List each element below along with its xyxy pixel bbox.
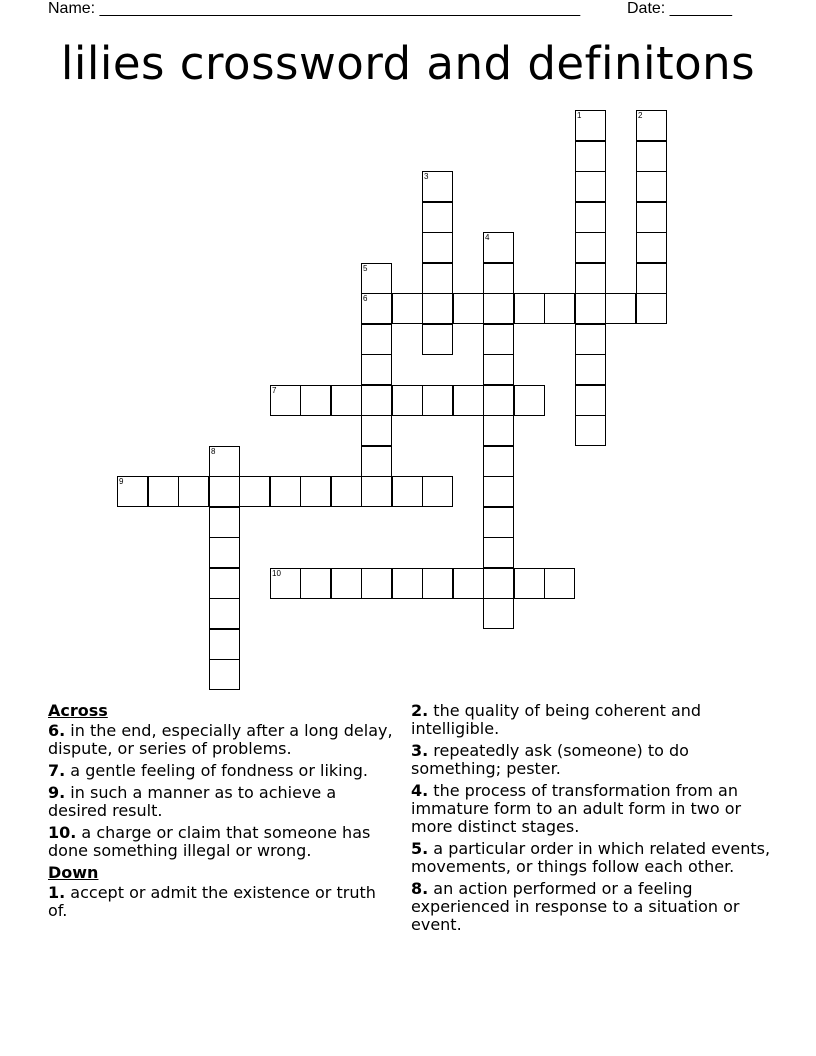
crossword-cell[interactable]	[575, 141, 606, 172]
crossword-cell[interactable]	[575, 385, 606, 416]
cell-number: 7	[272, 386, 277, 395]
crossword-cell[interactable]	[209, 598, 240, 629]
crossword-cell[interactable]	[575, 232, 606, 263]
cell-number: 9	[119, 477, 124, 486]
clue-number: 1.	[48, 883, 66, 902]
crossword-cell[interactable]	[483, 354, 514, 385]
crossword-cell[interactable]	[422, 476, 453, 507]
crossword-cell[interactable]	[453, 385, 484, 416]
crossword-cell[interactable]	[361, 568, 392, 599]
clue-number: 4.	[411, 781, 429, 800]
crossword-cell[interactable]	[422, 293, 453, 324]
crossword-cell[interactable]	[636, 202, 667, 233]
clue-item	[411, 840, 771, 876]
across-clue-list	[48, 722, 393, 860]
crossword-cell[interactable]	[483, 446, 514, 477]
crossword-cell[interactable]	[422, 324, 453, 355]
crossword-cell[interactable]	[636, 171, 667, 202]
crossword-cell[interactable]	[392, 568, 423, 599]
crossword-cell[interactable]	[392, 293, 423, 324]
crossword-cell[interactable]	[270, 385, 301, 416]
crossword-cell[interactable]	[483, 293, 514, 324]
clue-text: an action performed or a feeling experienced in response to a situation or event.	[411, 879, 740, 934]
crossword-cell[interactable]	[514, 293, 545, 324]
crossword-cell[interactable]	[575, 110, 606, 141]
crossword-cell[interactable]	[422, 202, 453, 233]
crossword-cell[interactable]	[361, 324, 392, 355]
crossword-cell[interactable]	[331, 476, 362, 507]
clue-text: a charge or claim that someone has done something illegal or wrong.	[48, 823, 371, 860]
crossword-cell[interactable]	[422, 385, 453, 416]
clues-right-column	[411, 702, 771, 938]
crossword-cell[interactable]	[270, 568, 301, 599]
crossword-cell[interactable]	[514, 385, 545, 416]
clue-item	[411, 880, 771, 934]
clue-number: 8.	[411, 879, 429, 898]
crossword-cell[interactable]	[422, 171, 453, 202]
crossword-cell[interactable]	[361, 263, 392, 294]
crossword-cell[interactable]	[148, 476, 179, 507]
crossword-cell[interactable]	[453, 568, 484, 599]
crossword-cell[interactable]	[209, 537, 240, 568]
crossword-cell[interactable]	[514, 568, 545, 599]
crossword-cell[interactable]	[300, 385, 331, 416]
clue-text: accept or admit the existence or truth of.	[48, 883, 376, 920]
crossword-cell[interactable]	[209, 629, 240, 660]
crossword-cell[interactable]	[575, 324, 606, 355]
crossword-cell[interactable]	[544, 293, 575, 324]
crossword-cell[interactable]	[392, 476, 423, 507]
crossword-cell[interactable]	[483, 507, 514, 538]
clue-number: 5.	[411, 839, 429, 858]
clue-item	[48, 884, 393, 920]
down-clue-list-right	[411, 702, 771, 934]
crossword-cell[interactable]	[270, 476, 301, 507]
cell-number: 6	[363, 294, 368, 303]
crossword-cell[interactable]	[209, 568, 240, 599]
crossword-cell[interactable]	[300, 568, 331, 599]
cell-number: 1	[577, 111, 582, 120]
crossword-cell[interactable]	[483, 415, 514, 446]
crossword-cell[interactable]	[117, 476, 148, 507]
crossword-cell[interactable]	[575, 354, 606, 385]
crossword-cell[interactable]	[422, 568, 453, 599]
cell-number: 10	[272, 569, 281, 578]
clue-item	[48, 722, 393, 758]
name-field-label: Name: ______________________________________________________	[48, 0, 581, 17]
clue-text: the process of transformation from an immature form to an adult form in two or more distinct stages.	[411, 781, 742, 836]
crossword-cell[interactable]	[483, 263, 514, 294]
crossword-cell[interactable]	[636, 141, 667, 172]
clue-number: 2.	[411, 701, 429, 720]
clue-text: in the end, especially after a long delay, dispute, or series of problems.	[48, 721, 393, 758]
page-title: lilies crossword and definitons	[60, 37, 756, 90]
crossword-cell[interactable]	[636, 263, 667, 294]
crossword-cell[interactable]	[209, 507, 240, 538]
crossword-cell[interactable]	[605, 293, 636, 324]
clue-item	[411, 782, 771, 836]
clue-text: repeatedly ask (someone) to do something; pester.	[411, 741, 689, 778]
clue-text: a gentle feeling of fondness or liking.	[65, 761, 368, 780]
crossword-cell[interactable]	[422, 263, 453, 294]
crossword-cell[interactable]	[178, 476, 209, 507]
crossword-cell[interactable]	[239, 476, 270, 507]
clues-left-column	[48, 702, 393, 924]
crossword-cell[interactable]	[209, 476, 240, 507]
crossword-cell[interactable]	[361, 354, 392, 385]
crossword-cell[interactable]	[392, 385, 423, 416]
crossword-cell[interactable]	[483, 598, 514, 629]
across-heading: Across	[48, 701, 108, 720]
crossword-cell[interactable]	[209, 446, 240, 477]
clue-number: 10.	[48, 823, 77, 842]
cell-number: 3	[424, 172, 429, 181]
crossword-cell[interactable]	[453, 293, 484, 324]
crossword-cell[interactable]	[636, 232, 667, 263]
crossword-cell[interactable]	[575, 171, 606, 202]
crossword-cell[interactable]	[331, 568, 362, 599]
crossword-cell[interactable]	[361, 446, 392, 477]
crossword-cell[interactable]	[483, 324, 514, 355]
clue-text: the quality of being coherent and intelligible.	[411, 701, 702, 738]
cell-number: 5	[363, 264, 368, 273]
crossword-cell[interactable]	[331, 385, 362, 416]
crossword-cell[interactable]	[209, 659, 240, 690]
down-clue-list-left	[48, 884, 393, 920]
crossword-cell[interactable]	[636, 293, 667, 324]
crossword-cell[interactable]	[575, 415, 606, 446]
crossword-cell[interactable]	[361, 476, 392, 507]
crossword-cell[interactable]	[300, 476, 331, 507]
crossword-cell[interactable]	[483, 568, 514, 599]
crossword-cell[interactable]	[544, 568, 575, 599]
clue-text: in such a manner as to achieve a desired result.	[48, 783, 337, 820]
clue-item	[48, 762, 393, 780]
clue-number: 9.	[48, 783, 66, 802]
crossword-cell[interactable]	[361, 385, 392, 416]
clue-item	[411, 742, 771, 778]
clue-number: 7.	[48, 761, 66, 780]
clue-item	[411, 702, 771, 738]
down-heading: Down	[48, 863, 99, 882]
clue-item	[48, 784, 393, 820]
crossword-cell[interactable]	[483, 537, 514, 568]
clue-number: 6.	[48, 721, 66, 740]
cell-number: 2	[638, 111, 643, 120]
clue-text: a particular order in which related events, movements, or things follow each other.	[411, 839, 771, 876]
crossword-cell[interactable]	[483, 385, 514, 416]
clue-number: 3.	[411, 741, 429, 760]
crossword-cell[interactable]	[483, 232, 514, 263]
cell-number: 4	[485, 233, 490, 242]
crossword-cell[interactable]	[575, 202, 606, 233]
clue-item	[48, 824, 393, 860]
crossword-cell[interactable]	[575, 293, 606, 324]
crossword-cell[interactable]	[361, 293, 392, 324]
crossword-cell[interactable]	[483, 476, 514, 507]
cell-number: 8	[211, 447, 216, 456]
crossword-cell[interactable]	[575, 263, 606, 294]
date-field-label: Date: _______	[627, 0, 732, 17]
crossword-cell[interactable]	[361, 415, 392, 446]
crossword-cell[interactable]	[422, 232, 453, 263]
crossword-cell[interactable]	[636, 110, 667, 141]
